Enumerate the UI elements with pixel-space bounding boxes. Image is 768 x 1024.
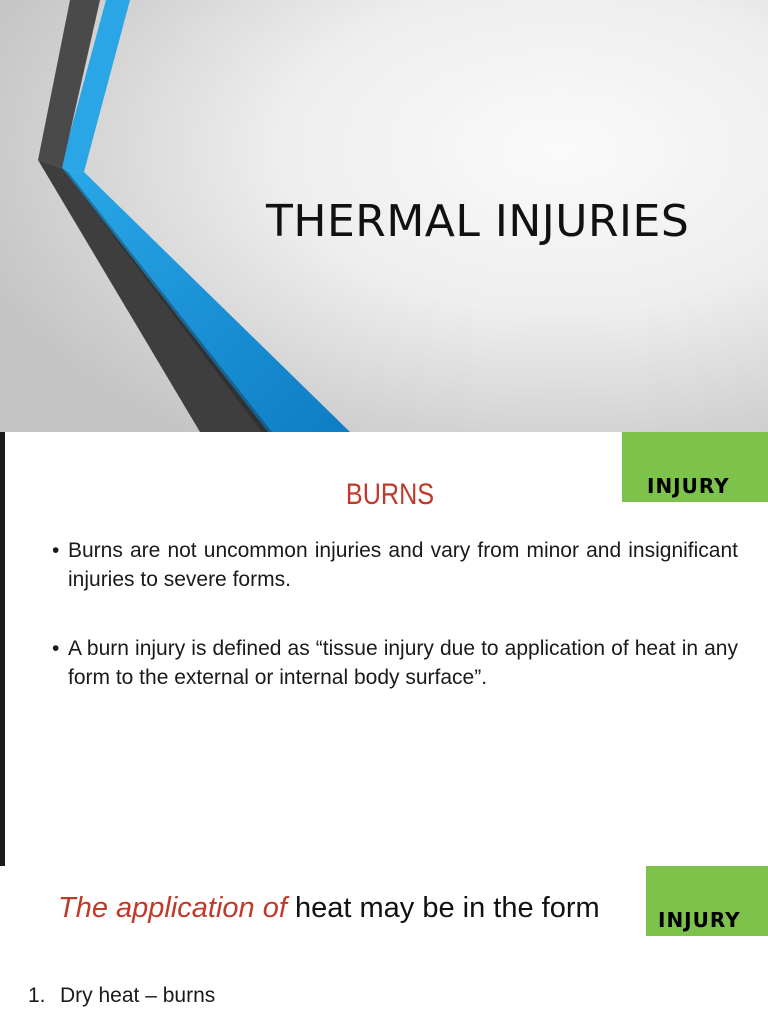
list-number: 1. <box>28 984 46 1007</box>
list-text: Dry heat – burns <box>60 984 216 1007</box>
burns-heading: BURNS <box>345 478 435 511</box>
slide-edge <box>0 432 5 866</box>
injury-badge-label: INJURY <box>647 474 730 498</box>
bullet-item <box>52 536 738 594</box>
bullet-text: A burn injury is defined as “tissue injury due to application of heat in any form to the external or internal body surface”. <box>68 637 738 689</box>
presentation-title: THERMAL INJURIES <box>266 196 690 247</box>
bullet-item <box>52 634 738 692</box>
bullet-text: Burns are not uncommon injuries and vary from minor and insignificant injuries to severe forms. <box>68 539 738 591</box>
bullet-marker: • <box>52 637 60 660</box>
injury-badge-label: INJURY <box>658 908 741 932</box>
heading-red-part: The application of <box>58 892 287 924</box>
injury-badge <box>646 866 768 936</box>
heading-black-part: heat may be in the form <box>286 892 600 924</box>
bullet-marker: • <box>52 539 60 562</box>
heat-forms-heading <box>58 892 600 925</box>
list-item <box>28 984 215 1008</box>
slide-title <box>0 0 768 432</box>
injury-badge <box>622 432 768 502</box>
